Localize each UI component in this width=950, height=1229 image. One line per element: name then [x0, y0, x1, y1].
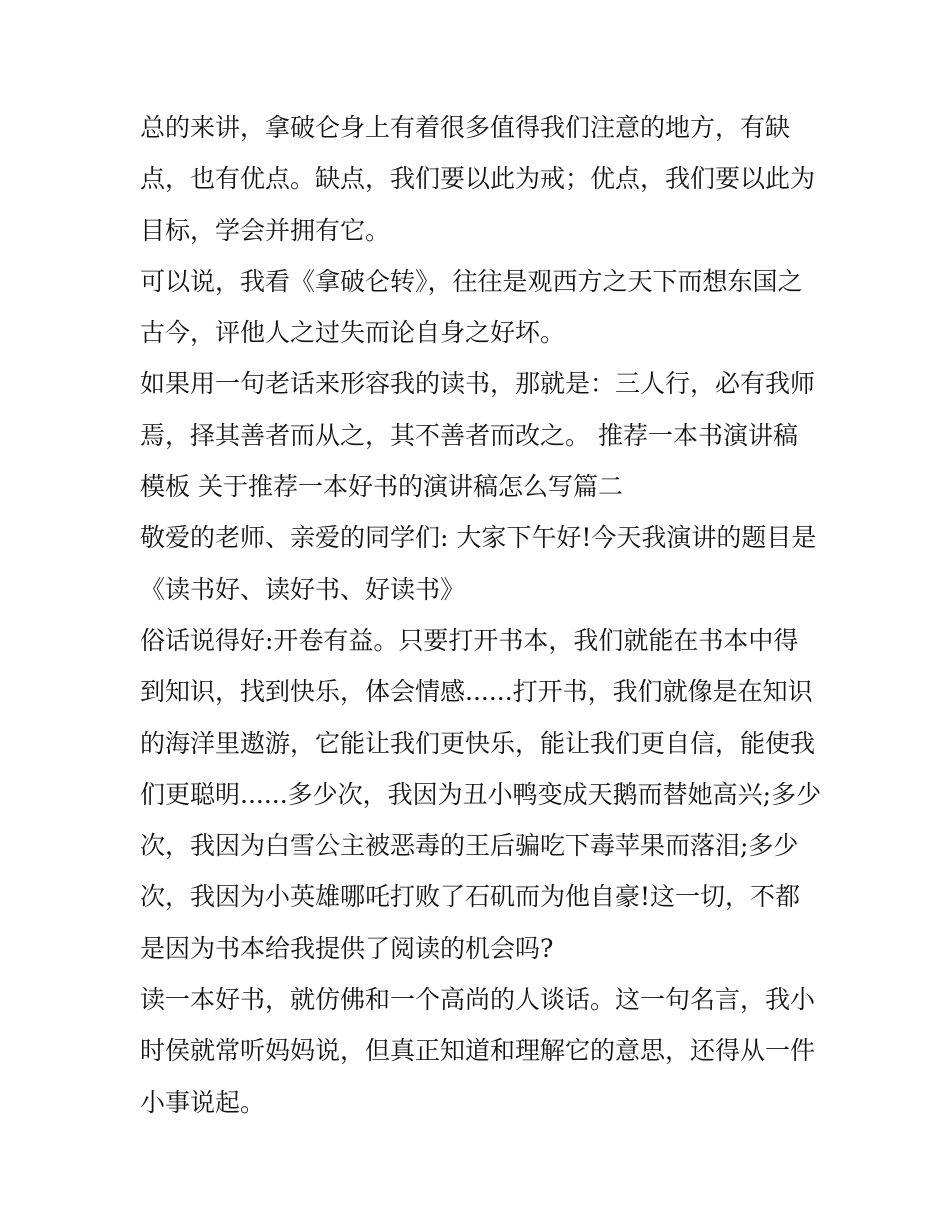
- text-line: 的海洋里遨游，它能让我们更快乐，能让我们更自信，能使我: [140, 728, 816, 758]
- text-line: 点，也有优点。缺点，我们要以此为戒；优点，我们要以此为: [140, 164, 816, 194]
- text-line: 《读书好、读好书、好读书》: [140, 574, 466, 604]
- text-line: 是因为书本给我提供了阅读的机会吗?: [140, 933, 554, 963]
- body-text: [140, 102, 820, 1128]
- text-line: 们更聪明......多少次，我因为丑小鸭变成天鹅而替她高兴;多少: [140, 779, 822, 809]
- text-line: 读一本好书，就仿佛和一个高尚的人谈话。这一句名言，我小: [140, 985, 816, 1015]
- text-line: 次，我因为白雪公主被恶毒的王后骗吃下毒苹果而落泪;多少: [140, 831, 799, 861]
- text-line: 古今，评他人之过失而论自身之好坏。: [140, 318, 566, 348]
- text-line: 总的来讲，拿破仑身上有着很多值得我们注意的地方，有缺: [140, 113, 791, 142]
- text-line: 焉，择其善者而从之，其不善者而改之。 推荐一本书演讲稿: [140, 420, 798, 450]
- text-line: 时侯就常听妈妈说，但真正知道和理解它的意思，还得从一件: [140, 1036, 816, 1066]
- text-line: 敬爱的老师、亲爱的同学们: 大家下午好!今天我演讲的题目是: [140, 523, 817, 553]
- text-line: 如果用一句老话来形容我的读书，那就是：三人行，必有我师: [140, 369, 816, 399]
- text-line: 可以说，我看《拿破仑转》，往往是观西方之天下而想东国之: [140, 266, 803, 296]
- text-line: 目标，学会并拥有它。: [140, 215, 391, 245]
- text-line: 模板 关于推荐一本好书的演讲稿怎么写篇二: [140, 472, 623, 502]
- text-line: 次，我因为小英雄哪吒打败了石矶而为他自豪!这一切，不都: [140, 882, 801, 912]
- text-line: 俗话说得好:开卷有益。只要打开书本，我们就能在书本中得: [140, 625, 799, 655]
- text-line: 到知识，找到快乐，体会情感......打开书，我们就像是在知识: [140, 677, 813, 707]
- text-line: 小事说起。: [140, 1087, 266, 1117]
